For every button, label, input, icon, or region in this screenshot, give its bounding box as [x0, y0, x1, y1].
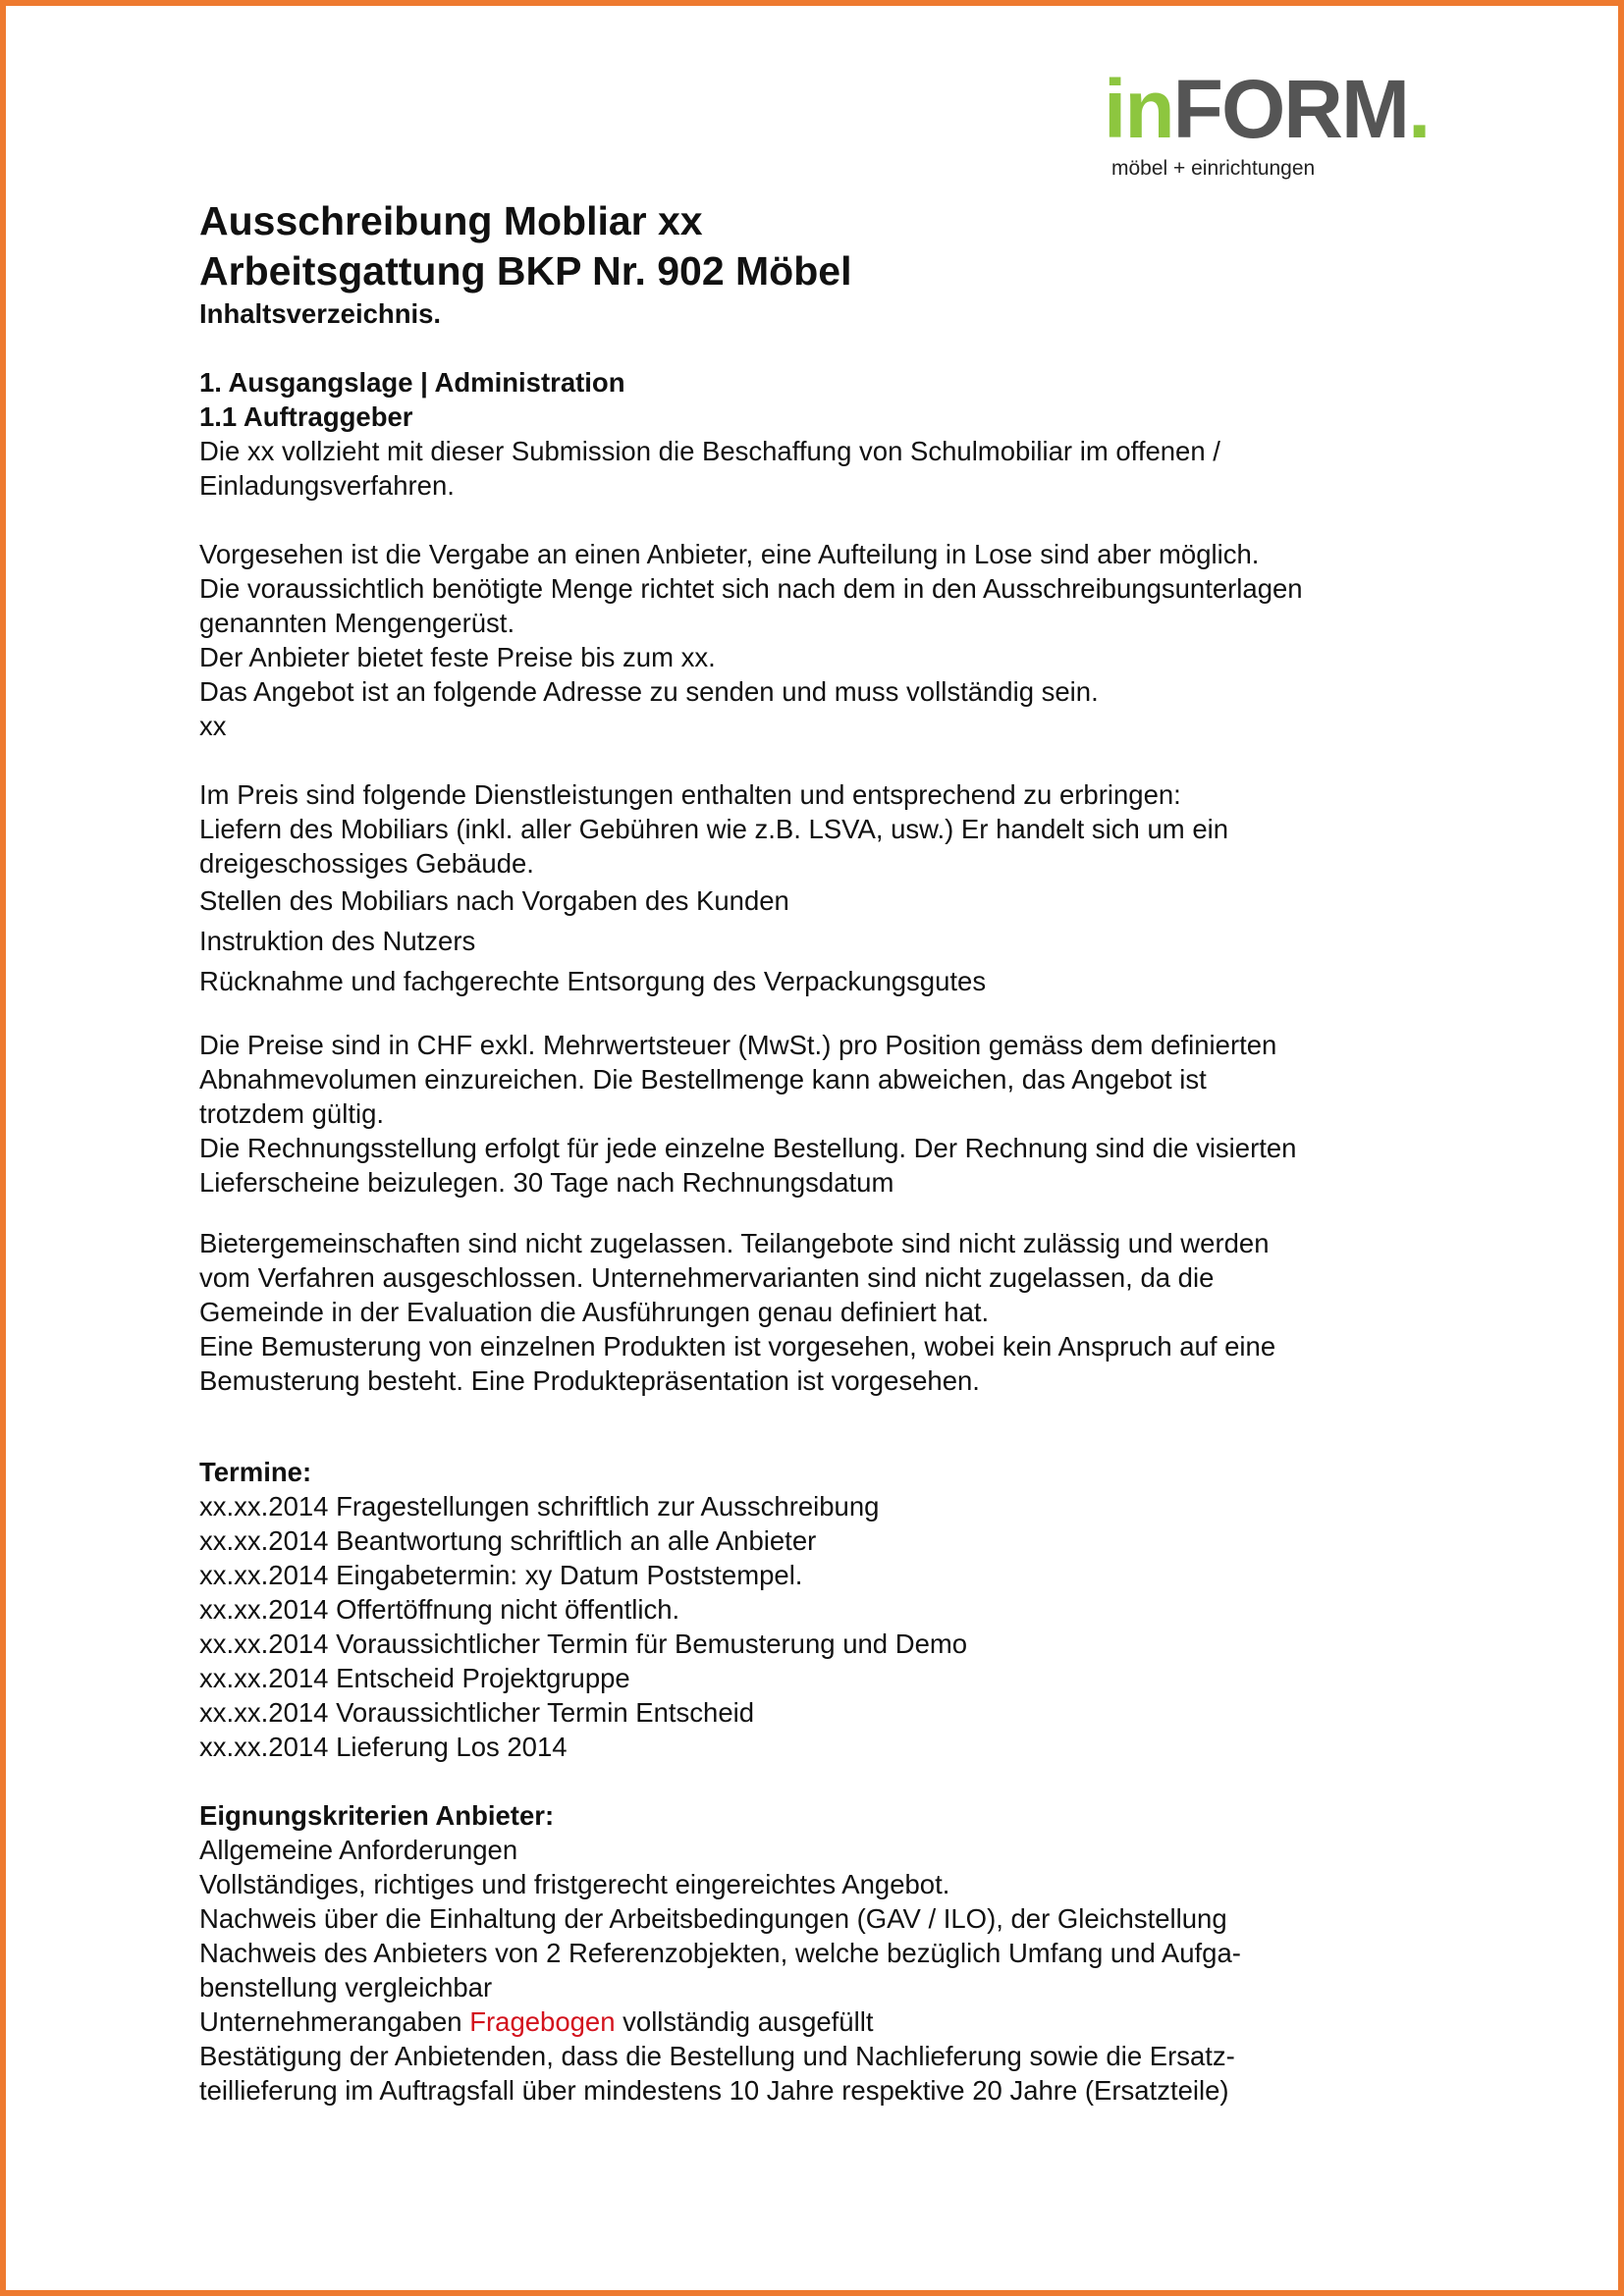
paragraph-services	[199, 777, 1476, 1001]
paragraph-line: Lieferscheine beizulegen. 30 Tage nach Rechnungsdatum	[199, 1167, 894, 1198]
section-subheading: 1.1 Auftraggeber	[199, 401, 413, 432]
paragraph-line: xx	[199, 711, 227, 741]
document-title-line2: Arbeitsgattung BKP Nr. 902 Möbel	[199, 248, 852, 294]
logo-tagline: möbel + einrichtungen	[1111, 157, 1316, 180]
termine-item: xx.xx.2014 Beantwortung schriftlich an alle Anbieter	[199, 1525, 817, 1556]
paragraph-line: Im Preis sind folgende Dienstleistungen enthalten und entsprechend zu erbringen:	[199, 779, 1181, 810]
paragraph-line: Der Anbieter bietet feste Preise bis zum xx.	[199, 642, 716, 672]
paragraph-line: trotzdem gültig.	[199, 1098, 385, 1129]
paragraph-line: Bietergemeinschaften sind nicht zugelassen. Teilangebote sind nicht zulässig und werden	[199, 1228, 1270, 1258]
logo-dot: .	[1407, 63, 1430, 155]
service-item: Stellen des Mobiliars nach Vorgaben des Kunden	[199, 885, 789, 916]
paragraph-conditions	[199, 1226, 1476, 1398]
paragraph-line: Die voraussichtlich benötigte Menge richtet sich nach dem in den Ausschreibungsunterlagen	[199, 573, 1303, 604]
eignung-fragebogen-line	[199, 2004, 1476, 2039]
termine-item: xx.xx.2014 Voraussichtlicher Termin für Bemusterung und Demo	[199, 1629, 968, 1659]
eignung-line: Nachweis über die Einhaltung der Arbeitsbedingungen (GAV / ILO), der Gleichstellung	[199, 1903, 1227, 1934]
service-item: Instruktion des Nutzers	[199, 926, 476, 956]
paragraph-line: Bemusterung besteht. Eine Produktepräsentation ist vorgesehen.	[199, 1365, 980, 1396]
termine-item: xx.xx.2014 Entscheid Projektgruppe	[199, 1663, 630, 1693]
inform-logo	[1104, 63, 1457, 181]
fragebogen-prefix: Unternehmerangaben	[199, 2006, 470, 2037]
paragraph-line: dreigeschossiges Gebäude.	[199, 848, 534, 879]
termine-item: xx.xx.2014 Eingabetermin: xy Datum Poststempel.	[199, 1560, 803, 1590]
paragraph-vergabe	[199, 537, 1476, 743]
paragraph-line: Liefern des Mobiliars (inkl. aller Gebühren wie z.B. LSVA, usw.) Er handelt sich um ein	[199, 814, 1229, 844]
fragebogen-link[interactable]: Fragebogen	[469, 2006, 616, 2037]
paragraph-prices	[199, 1028, 1476, 1200]
paragraph-line: Eine Bemusterung von einzelnen Produkten ist vorgesehen, wobei kein Anspruch auf eine	[199, 1331, 1276, 1362]
termine-item: xx.xx.2014 Offertöffnung nicht öffentlich.	[199, 1594, 680, 1625]
eignung-line: Nachweis des Anbieters von 2 Referenzobjekten, welche bezüglich Umfang und Aufga-	[199, 1938, 1241, 1968]
eignung-line: Allgemeine Anforderungen	[199, 1835, 518, 1865]
toc-label: Inhaltsverzeichnis.	[199, 298, 442, 329]
termine-list	[199, 1489, 1476, 1764]
logo-form: FORM	[1172, 63, 1408, 155]
paragraph-line: Abnahmevolumen einzureichen. Die Bestellmenge kann abweichen, das Angebot ist	[199, 1064, 1207, 1095]
section-heading: 1. Ausgangslage | Administration	[199, 367, 625, 398]
paragraph-intro	[199, 434, 1476, 503]
service-item: Rücknahme und fachgerechte Entsorgung des Verpackungsgutes	[199, 966, 987, 996]
fragebogen-suffix: vollständig ausgefüllt	[615, 2006, 874, 2037]
paragraph-line: Die Preise sind in CHF exkl. Mehrwertsteuer (MwSt.) pro Position gemäss dem definierten	[199, 1030, 1277, 1060]
paragraph-line: Die Rechnungsstellung erfolgt für jede einzelne Bestellung. Der Rechnung sind die visierten	[199, 1133, 1297, 1163]
paragraph-line: vom Verfahren ausgeschlossen. Unternehmervarianten sind nicht zugelassen, da die	[199, 1262, 1215, 1293]
paragraph-line: Vorgesehen ist die Vergabe an einen Anbieter, eine Aufteilung in Lose sind aber möglich.	[199, 539, 1260, 569]
eignung-line: Bestätigung der Anbietenden, dass die Bestellung und Nachlieferung sowie die Ersatz-	[199, 2041, 1235, 2071]
termine-item: xx.xx.2014 Fragestellungen schriftlich zur Ausschreibung	[199, 1491, 880, 1522]
logo-in: in	[1104, 63, 1173, 155]
paragraph-line: Die xx vollzieht mit dieser Submission die Beschaffung von Schulmobiliar im offenen /	[199, 436, 1220, 466]
document-title-line1: Ausschreibung Mobliar xx	[199, 198, 703, 243]
paragraph-line: Einladungsverfahren.	[199, 470, 455, 501]
eignung-heading: Eignungskriterien Anbieter:	[199, 1800, 555, 1831]
eignung-line: benstellung vergleichbar	[199, 1972, 493, 2002]
eignung-line: Vollständiges, richtiges und fristgerecht eingereichtes Angebot.	[199, 1869, 950, 1899]
termine-heading: Termine:	[199, 1457, 312, 1487]
eignung-list	[199, 1833, 1476, 2108]
paragraph-line: Das Angebot ist an folgende Adresse zu senden und muss vollständig sein.	[199, 676, 1099, 707]
termine-item: xx.xx.2014 Lieferung Los 2014	[199, 1732, 568, 1762]
paragraph-line: Gemeinde in der Evaluation die Ausführungen genau definiert hat.	[199, 1297, 990, 1327]
document-body	[199, 196, 1476, 2108]
eignung-line: teillieferung im Auftragsfall über mindestens 10 Jahre respektive 20 Jahre (Ersatzteile)	[199, 2075, 1229, 2106]
termine-item: xx.xx.2014 Voraussichtlicher Termin Entscheid	[199, 1697, 755, 1728]
logo-wordmark	[1104, 63, 1457, 155]
paragraph-line: genannten Mengengerüst.	[199, 608, 515, 638]
